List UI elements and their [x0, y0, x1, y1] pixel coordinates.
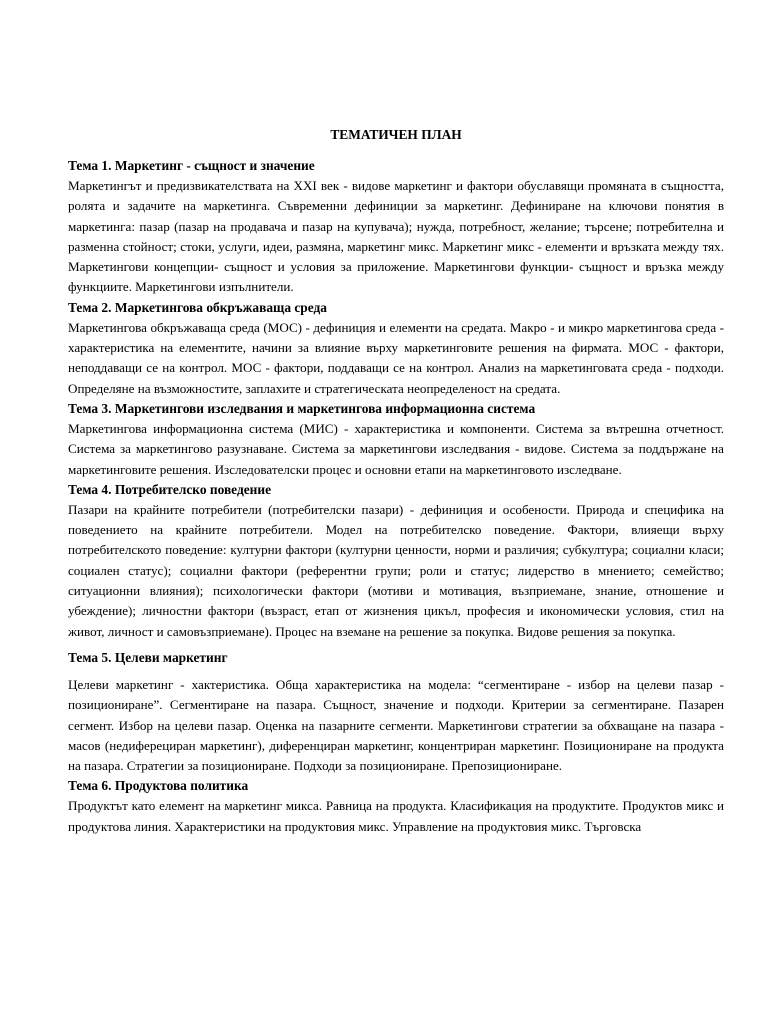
section-topic-3: [68, 399, 724, 480]
section-heading: Тема 1. Маркетинг - същност и значение: [68, 158, 315, 173]
document-page: [68, 126, 724, 837]
section-heading: Тема 5. Целеви маркетинг: [68, 649, 228, 665]
section-topic-2: [68, 298, 724, 399]
section-topic-5: [68, 648, 724, 776]
section-topic-1: [68, 156, 724, 298]
section-body: Маркетингът и предизвикателствата на XXI век - видове маркетинг и фактори обуславящи промяната в същността, ролята и задачите на маркетинга. Съвременни дефиниции за маркетинг. Дефиниране на ключови понятия в маркетинга: пазар (пазар на продавача и пазар на купувача); нужда, потребност, желание; търсене; потребителна и разменна стойност; стоки, услуги, идеи, размяна, маркетинг микс. Маркетинг микс - елементи и връзката между тях. Маркетингови концепции- същност и условия за приложение. Маркетингови функции- същност и връзка между функциите. Маркетингови изпълнители.: [68, 178, 724, 295]
section-body: Продуктът като елемент на маркетинг микса. Равница на продукта. Класификация на продуктите. Продуктов микс и продуктова линия. Характеристики на продуктовия микс. Управление на продуктовия микс. Търговска: [68, 798, 724, 834]
section-body: Целеви маркетинг - хактеристика. Обща характеристика на модела: “сегментиране - избор на целеви пазар - позициониране”. Сегментиране на пазара. Същност, значение и подходи. Критерии за сегментиране. Пазарен сегмент. Избор на целеви пазар. Оценка на пазарните сегменти. Маркетингови стратегии за обхващане на пазара - масов (недиферециран маркетинг), диференциран маркетинг, концентриран маркетинг. Позициониране на продукта на пазара. Стратегии за позициониране. Подходи за позициониране. Препозициониране.: [68, 676, 724, 774]
section-heading: Тема 3. Маркетингови изследвания и маркетингова информационна система: [68, 400, 536, 416]
section-body: Маркетингова информационна система (МИС) - характеристика и компоненти. Система за вътрешна отчетност. Система за маркетингово разузнаване. Система за маркетингови изследвания - видове. Система за поддържане на маркетинговите решения. Изследователски процес и основни етапи на маркетинговото изследване.: [68, 420, 724, 477]
section-body: Пазари на крайните потребители (потребителски пазари) - дефиниция и особености. Природа и специфика на поведението на крайните потребители. Модел на потребителско поведение. Фактори, влияещи върху потребителското поведение: културни фактори (културни ценности, норми и различия; субкултура; социални класи; социален статус); социални фактори (референтни групи; роли и статус; лидерство в мнението; семейство; ситуационни влияния); психологически фактори (мотиви и мотивация, възприемане, знание, отношение и убеждение); личностни фактори (възраст, етап от жизнения цикъл, професия и икономически условия, стил на живот, личност и самовъзприемане). Процес на вземане на решение за покупка. Видове решения за покупка.: [68, 501, 724, 639]
section-body: Маркетингова обкръжаваща среда (МОС) - дефиниция и елементи на средата. Макро - и микро маркетингова среда - характеристика на елементите, начини за влияние върху маркетинговите решения на фирмата. МОС - фактори, неподдаващи се на контрол. МОС - фактори, поддаващи се на контрол. Анализ на маркетинговата среда - подходи. Определяне на възможностите, заплахите и стратегическата неопределеност на средата.: [68, 319, 724, 396]
section-heading: Тема 4. Потребителско поведение: [68, 481, 272, 497]
section-topic-6: [68, 776, 724, 837]
section-topic-4: [68, 480, 724, 642]
section-heading: Тема 6. Продуктова политика: [68, 778, 249, 794]
section-heading: Тема 2. Маркетингова обкръжаваща среда: [68, 299, 327, 315]
document-title: ТЕМАТИЧЕН ПЛАН: [330, 127, 462, 142]
